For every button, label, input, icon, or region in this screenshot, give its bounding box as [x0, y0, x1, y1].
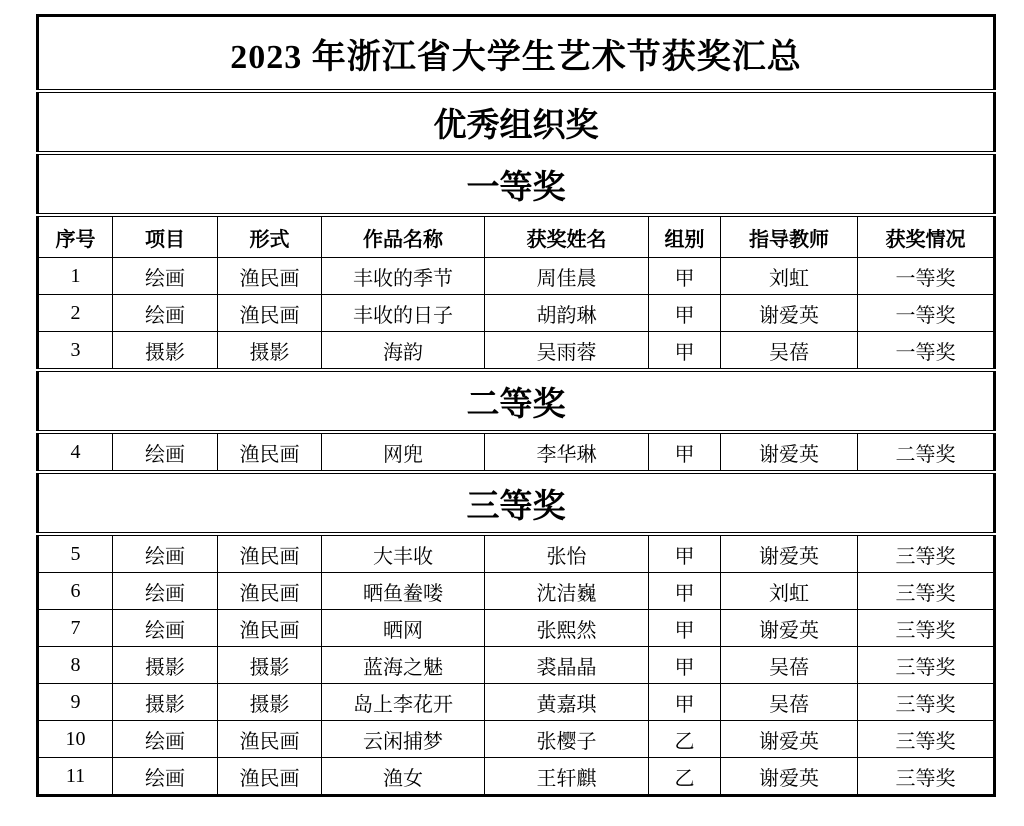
table-cell: 裘晶晶 — [485, 647, 649, 684]
table-cell: 4 — [38, 432, 113, 472]
column-header: 序号 — [38, 215, 113, 258]
table-cell: 谢爱英 — [721, 534, 858, 573]
page-title: 2023 年浙江省大学生艺术节获奖汇总 — [38, 16, 995, 92]
table-cell: 黄嘉琪 — [485, 684, 649, 721]
table-row — [38, 534, 995, 573]
table-cell: 渔民画 — [218, 758, 322, 796]
table-row — [38, 721, 995, 758]
subtitle-row — [38, 91, 995, 153]
table-cell: 一等奖 — [858, 258, 995, 295]
table-cell: 渔民画 — [218, 295, 322, 332]
table-row — [38, 432, 995, 472]
table-cell: 11 — [38, 758, 113, 796]
table-cell: 甲 — [649, 258, 721, 295]
table-cell: 海韵 — [322, 332, 485, 371]
table-cell: 5 — [38, 534, 113, 573]
table-cell: 吴蓓 — [721, 332, 858, 371]
column-header: 指导教师 — [721, 215, 858, 258]
table-cell: 谢爱英 — [721, 432, 858, 472]
table-cell: 晒网 — [322, 610, 485, 647]
table-cell: 甲 — [649, 295, 721, 332]
table-cell: 甲 — [649, 647, 721, 684]
table-cell: 胡韵琳 — [485, 295, 649, 332]
table-cell: 王轩麒 — [485, 758, 649, 796]
table-cell: 渔民画 — [218, 573, 322, 610]
table-cell: 三等奖 — [858, 534, 995, 573]
column-header: 作品名称 — [322, 215, 485, 258]
section-heading: 二等奖 — [38, 370, 995, 432]
table-cell: 大丰收 — [322, 534, 485, 573]
table-row — [38, 610, 995, 647]
table-cell: 二等奖 — [858, 432, 995, 472]
awards-table — [36, 14, 996, 797]
table-row — [38, 684, 995, 721]
table-cell: 蓝海之魅 — [322, 647, 485, 684]
table-cell: 渔民画 — [218, 534, 322, 573]
table-cell: 云闲捕梦 — [322, 721, 485, 758]
column-header-row — [38, 215, 995, 258]
table-cell: 三等奖 — [858, 573, 995, 610]
column-header: 组别 — [649, 215, 721, 258]
title-row — [38, 16, 995, 92]
table-row — [38, 258, 995, 295]
table-cell: 7 — [38, 610, 113, 647]
table-cell: 摄影 — [218, 332, 322, 371]
table-cell: 绘画 — [113, 721, 218, 758]
table-cell: 刘虹 — [721, 573, 858, 610]
table-cell: 8 — [38, 647, 113, 684]
section-heading-row — [38, 370, 995, 432]
table-cell: 晒鱼鲞喽 — [322, 573, 485, 610]
table-cell: 摄影 — [113, 332, 218, 371]
column-header: 项目 — [113, 215, 218, 258]
table-row — [38, 573, 995, 610]
table-cell: 李华琳 — [485, 432, 649, 472]
table-cell: 绘画 — [113, 432, 218, 472]
table-row — [38, 295, 995, 332]
table-cell: 谢爱英 — [721, 721, 858, 758]
column-header: 形式 — [218, 215, 322, 258]
table-cell: 绘画 — [113, 610, 218, 647]
column-header: 获奖情况 — [858, 215, 995, 258]
award-category-title: 优秀组织奖 — [38, 91, 995, 153]
table-cell: 三等奖 — [858, 721, 995, 758]
section-heading: 一等奖 — [38, 153, 995, 215]
table-row — [38, 332, 995, 371]
table-cell: 三等奖 — [858, 647, 995, 684]
table-cell: 谢爱英 — [721, 610, 858, 647]
table-cell: 张熙然 — [485, 610, 649, 647]
table-cell: 甲 — [649, 610, 721, 647]
table-cell: 2 — [38, 295, 113, 332]
table-cell: 甲 — [649, 432, 721, 472]
table-cell: 6 — [38, 573, 113, 610]
table-cell: 岛上李花开 — [322, 684, 485, 721]
table-cell: 渔民画 — [218, 258, 322, 295]
section-heading: 三等奖 — [38, 472, 995, 534]
awards-table-body — [38, 16, 995, 796]
table-cell: 绘画 — [113, 573, 218, 610]
table-cell: 一等奖 — [858, 332, 995, 371]
table-cell: 甲 — [649, 534, 721, 573]
table-cell: 渔民画 — [218, 432, 322, 472]
table-cell: 谢爱英 — [721, 295, 858, 332]
table-cell: 丰收的季节 — [322, 258, 485, 295]
table-cell: 刘虹 — [721, 258, 858, 295]
table-cell: 甲 — [649, 573, 721, 610]
table-cell: 三等奖 — [858, 684, 995, 721]
table-cell: 摄影 — [218, 647, 322, 684]
table-cell: 乙 — [649, 721, 721, 758]
table-cell: 沈洁巍 — [485, 573, 649, 610]
table-cell: 一等奖 — [858, 295, 995, 332]
section-heading-row — [38, 472, 995, 534]
table-cell: 吴蓓 — [721, 684, 858, 721]
table-cell: 1 — [38, 258, 113, 295]
table-cell: 张樱子 — [485, 721, 649, 758]
table-cell: 吴雨蓉 — [485, 332, 649, 371]
section-heading-row — [38, 153, 995, 215]
table-cell: 吴蓓 — [721, 647, 858, 684]
table-cell: 甲 — [649, 332, 721, 371]
table-cell: 渔女 — [322, 758, 485, 796]
column-header: 获奖姓名 — [485, 215, 649, 258]
table-cell: 三等奖 — [858, 610, 995, 647]
table-cell: 9 — [38, 684, 113, 721]
table-cell: 摄影 — [218, 684, 322, 721]
table-cell: 三等奖 — [858, 758, 995, 796]
table-cell: 绘画 — [113, 295, 218, 332]
table-cell: 张怡 — [485, 534, 649, 573]
table-cell: 绘画 — [113, 258, 218, 295]
table-row — [38, 758, 995, 796]
table-cell: 摄影 — [113, 647, 218, 684]
table-cell: 摄影 — [113, 684, 218, 721]
table-cell: 周佳晨 — [485, 258, 649, 295]
table-cell: 网兜 — [322, 432, 485, 472]
table-cell: 乙 — [649, 758, 721, 796]
table-cell: 丰收的日子 — [322, 295, 485, 332]
table-cell: 绘画 — [113, 534, 218, 573]
table-cell: 渔民画 — [218, 721, 322, 758]
table-cell: 渔民画 — [218, 610, 322, 647]
table-row — [38, 647, 995, 684]
table-cell: 甲 — [649, 684, 721, 721]
table-cell: 绘画 — [113, 758, 218, 796]
table-cell: 3 — [38, 332, 113, 371]
table-cell: 10 — [38, 721, 113, 758]
table-cell: 谢爱英 — [721, 758, 858, 796]
